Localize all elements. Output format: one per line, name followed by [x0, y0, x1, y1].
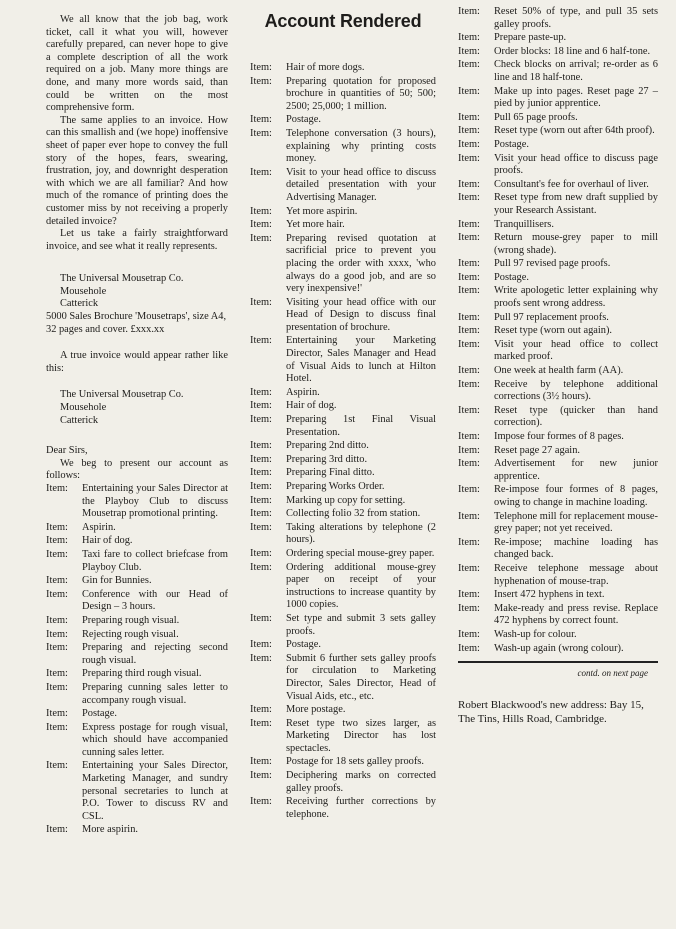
item-text: Re-impose; machine loading has changed back.: [494, 536, 658, 561]
item-label: Item:: [46, 681, 68, 693]
invoice-item: [250, 756, 436, 769]
item-label: Item:: [458, 602, 480, 614]
item-text: Pull 97 replacement proofs.: [494, 311, 609, 323]
invoice-item: [250, 613, 436, 638]
invoice-item: [250, 167, 436, 205]
article-title: Account Rendered: [264, 11, 422, 31]
item-label: Item:: [46, 575, 68, 587]
item-label: Item:: [458, 628, 480, 640]
item-label: Item:: [458, 125, 480, 137]
item-text: Postage.: [82, 708, 117, 720]
invoice-item: [458, 59, 658, 84]
invoice-block: [46, 273, 228, 336]
item-label: Item:: [458, 192, 480, 204]
item-list-right: [458, 6, 658, 655]
item-label: Item:: [458, 218, 480, 230]
invoice-item: [250, 718, 436, 756]
column-right: [458, 6, 658, 726]
item-label: Item:: [250, 453, 272, 465]
invoice-item: [458, 511, 658, 536]
item-label: Item:: [458, 232, 480, 244]
item-label: Item:: [250, 494, 272, 506]
item-label: Item:: [46, 708, 68, 720]
item-text: Visiting your head office with our Head of Design to discuss final presentation of brochure.: [286, 296, 436, 333]
item-label: Item:: [46, 628, 68, 640]
invoice-item: [250, 233, 436, 296]
item-label: Item:: [458, 32, 480, 44]
item-label: Item:: [458, 562, 480, 574]
item-label: Item:: [458, 6, 480, 17]
item-text: Collecting folio 32 from station.: [286, 508, 421, 520]
item-label: Item:: [250, 400, 272, 412]
item-label: Item:: [250, 547, 272, 559]
invoice-item: [250, 481, 436, 494]
item-text: Preparing revised quotation at sacrificial price to prevent you placing the order with xxxx, 'who always do a good job, and are so very inexpensive!': [286, 232, 436, 295]
invoice-item: [458, 603, 658, 628]
true-invoice-intro: A true invoice would appear rather like this:: [46, 350, 228, 374]
invoice-item: [458, 643, 658, 656]
item-text: Rejecting rough visual.: [82, 628, 179, 640]
item-text: Set type and submit 3 sets galley proofs.: [286, 612, 436, 637]
item-label: Item:: [250, 205, 272, 217]
address-block: [60, 389, 228, 427]
item-text: One week at health farm (AA).: [494, 365, 624, 377]
item-label: Item:: [458, 642, 480, 654]
item-text: Deciphering marks on corrected galley proofs.: [286, 770, 436, 794]
item-text: Telephone mill for replacement mouse-grey paper; not yet received.: [494, 510, 658, 535]
item-text: Ordering additional mouse-grey paper on receipt of your instructions to increase quantity by 1000 copies.: [286, 561, 436, 611]
address-line: The Universal Mousetrap Co.: [60, 389, 184, 401]
invoice-line: 5000 Sales Brochure 'Mousetraps', size A4, 32 pages and cover. £xxx.xx: [46, 311, 227, 335]
invoice-item: [458, 272, 658, 285]
item-text: Wash-up for colour.: [494, 628, 577, 640]
invoice-line: Catterick: [60, 298, 99, 310]
invoice-item: [46, 629, 228, 642]
item-text: Preparing cunning sales letter to accompany rough visual.: [82, 681, 228, 706]
item-label: Item:: [250, 796, 272, 808]
item-label: Item:: [250, 127, 272, 139]
item-label: Item:: [250, 561, 272, 573]
item-label: Item:: [250, 612, 272, 624]
item-text: Preparing 3rd ditto.: [286, 453, 368, 465]
item-text: Order blocks: 18 line and 6 half-tone.: [494, 45, 651, 57]
item-text: Entertaining your Marketing Director, Sales Manager and Head of Visual Aids to lunch at Hilton Hotel.: [286, 335, 436, 385]
item-label: Item:: [250, 770, 272, 782]
item-text: Reset type (worn out again).: [494, 325, 613, 337]
item-text: Express postage for rough visual, which should have accompanied cunning sales letter.: [82, 721, 228, 758]
item-label: Item:: [250, 467, 272, 479]
item-label: Item:: [458, 510, 480, 522]
item-text: Postage.: [286, 639, 321, 651]
column-middle: [250, 0, 436, 822]
footer-note: Robert Blackwood's new address: Bay 15, The Tins, Hills Road, Cambridge.: [458, 698, 644, 725]
invoice-item: [458, 258, 658, 271]
address-line: Catterick: [60, 414, 99, 426]
item-text: Hair of more dogs.: [286, 62, 365, 73]
item-text: Return mouse-grey paper to mill (wrong shade).: [494, 232, 658, 256]
item-label: Item:: [458, 59, 480, 71]
item-text: Consultant's fee for overhaul of liver.: [494, 178, 649, 190]
item-text: Visit your head office to discuss page proofs.: [494, 152, 658, 177]
invoice-item: [46, 483, 228, 521]
item-label: Item:: [250, 414, 272, 426]
invoice-item: [458, 484, 658, 509]
item-text: Submit 6 further sets galley proofs for circulation to Marketing Director, Sales Director, Head of Visual Aids, etc., etc.: [286, 652, 436, 702]
invoice-item: [46, 642, 228, 667]
invoice-item: [458, 112, 658, 125]
item-text: Conference with our Head of Design – 3 hours.: [82, 588, 228, 613]
item-text: Yet more aspirin.: [286, 205, 358, 217]
item-text: Postage.: [494, 138, 529, 150]
item-text: Taking alterations by telephone (2 hours).: [286, 521, 436, 546]
item-label: Item:: [46, 535, 68, 547]
item-label: Item:: [458, 444, 480, 456]
item-text: Reset type from new draft supplied by your Research Assistant.: [494, 192, 658, 216]
invoice-item: [250, 219, 436, 232]
item-label: Item:: [46, 824, 68, 836]
item-label: Item:: [250, 386, 272, 398]
item-label: Item:: [250, 114, 272, 126]
invoice-item: [250, 562, 436, 612]
divider-rule: [458, 661, 658, 663]
invoice-item: [458, 629, 658, 642]
invoice-item: [250, 440, 436, 453]
item-text: Pull 97 revised page proofs.: [494, 258, 611, 270]
item-label: Item:: [46, 548, 68, 560]
invoice-item: [250, 414, 436, 439]
item-text: Visit your head office to collect marked proof.: [494, 338, 658, 363]
invoice-item: [458, 589, 658, 602]
item-label: Item:: [46, 588, 68, 600]
invoice-item: [250, 495, 436, 508]
invoice-item: [458, 6, 658, 31]
item-label: Item:: [458, 258, 480, 270]
invoice-item: [458, 563, 658, 588]
item-text: Entertaining your Sales Director, Marketing Manager, and sundry personal secretaries to lunch at P.O. Tower to discuss RV and CSL.: [82, 760, 228, 822]
invoice-item: [250, 770, 436, 795]
item-text: Taxi fare to collect briefcase from Playboy Club.: [82, 548, 228, 573]
item-label: Item:: [46, 521, 68, 533]
item-label: Item:: [250, 639, 272, 651]
item-label: Item:: [458, 271, 480, 283]
item-text: Reset type (quicker than hand correction).: [494, 404, 658, 429]
item-label: Item:: [458, 458, 480, 470]
invoice-item: [46, 668, 228, 681]
item-text: Postage.: [286, 114, 321, 126]
invoice-item: [250, 114, 436, 127]
item-text: Receiving further corrections by telephone.: [286, 796, 436, 820]
invoice-item: [458, 232, 658, 257]
continued-note: contd. on next page: [577, 668, 648, 679]
item-text: Check blocks on arrival; re-order as 6 line and 18 half-tone.: [494, 59, 658, 83]
item-label: Item:: [458, 365, 480, 377]
invoice-item: [46, 760, 228, 823]
invoice-item: [250, 704, 436, 717]
item-label: Item:: [250, 232, 272, 244]
item-text: Postage.: [494, 271, 529, 283]
invoice-item: [46, 708, 228, 721]
invoice-item: [250, 62, 436, 75]
item-text: Reset 50% of type, and pull 35 sets galley proofs.: [494, 6, 658, 30]
item-label: Item:: [458, 404, 480, 416]
invoice-item: [250, 653, 436, 703]
invoice-item: [250, 128, 436, 166]
item-text: Gin for Bunnies.: [82, 575, 152, 587]
item-text: Reset page 27 again.: [494, 444, 580, 456]
item-label: Item:: [250, 481, 272, 492]
invoice-item: [46, 522, 228, 535]
invoice-item: [250, 76, 436, 114]
intro-paragraph-2: The same applies to an invoice. How can this smallish and (we hope) inoffensive sheet of paper ever hope to convey the full story of the hopes, fears, swearing, frustration, joy, and downright desperation with which we are all familiar? And how much of the romance of printing does the customer miss by not receiving a properly detailed invoice?: [46, 114, 228, 227]
item-text: Preparing 2nd ditto.: [286, 440, 369, 452]
item-label: Item:: [250, 521, 272, 533]
item-label: Item:: [250, 652, 272, 664]
item-label: Item:: [458, 378, 480, 390]
invoice-item: [250, 297, 436, 335]
item-label: Item:: [458, 589, 480, 601]
invoice-item: [458, 153, 658, 178]
item-label: Item:: [458, 85, 480, 97]
invoice-item: [458, 32, 658, 45]
invoice-item: [250, 522, 436, 547]
invoice-item: [250, 548, 436, 561]
item-text: Reset type (worn out after 64th proof).: [494, 125, 655, 137]
item-label: Item:: [46, 642, 68, 654]
item-text: Visit to your head office to discuss detailed presentation with your Advertising Manager.: [286, 166, 436, 203]
invoice-item: [458, 86, 658, 111]
item-text: Preparing Final ditto.: [286, 467, 375, 479]
invoice-item: [250, 454, 436, 467]
item-text: Write apologetic letter explaining why proofs sent wrong address.: [494, 285, 658, 310]
item-label: Item:: [250, 508, 272, 520]
item-text: Preparing Works Order.: [286, 481, 385, 492]
item-text: Aspirin.: [82, 521, 116, 533]
invoice-item: [458, 139, 658, 152]
item-label: Item:: [250, 296, 272, 308]
invoice-item: [458, 219, 658, 232]
invoice-item: [458, 325, 658, 338]
intro-paragraph-1: We all know that the job bag, work ticket, call it what you will, however carefully prepared, can never hope to give a complete description of all the work required on a job. Many more things are done, and many more words said, than could be written on the most comprehensive form.: [46, 14, 228, 114]
invoice-item: [46, 549, 228, 574]
item-text: Hair of dog.: [82, 535, 133, 547]
invoice-item: [250, 206, 436, 219]
invoice-line: The Universal Mousetrap Co.: [60, 273, 184, 285]
item-text: Make up into pages. Reset page 27 – pied by junior apprentice.: [494, 85, 658, 110]
invoice-item: [250, 467, 436, 480]
item-text: Make-ready and press revise. Replace 472 hyphens by correct fount.: [494, 602, 658, 627]
item-label: Item:: [250, 75, 272, 87]
item-text: Tranquillisers.: [494, 218, 554, 230]
item-text: Advertisement for new junior apprentice.: [494, 458, 658, 482]
item-label: Item:: [46, 614, 68, 626]
item-label: Item:: [458, 536, 480, 548]
item-label: Item:: [458, 178, 480, 190]
invoice-item: [458, 431, 658, 444]
item-label: Item:: [458, 45, 480, 57]
item-text: Re-impose four formes of 8 pages, owing to change in machine loading.: [494, 484, 658, 508]
item-label: Item:: [250, 440, 272, 452]
item-text: Telephone conversation (3 hours), explaining why printing costs money.: [286, 127, 436, 165]
invoice-item: [250, 639, 436, 652]
invoice-item: [458, 312, 658, 325]
item-text: Marking up copy for setting.: [286, 494, 406, 506]
item-label: Item:: [458, 138, 480, 150]
item-text: More aspirin.: [82, 824, 138, 836]
item-list-left: [46, 483, 228, 837]
item-text: Preparing quotation for proposed brochure in quantities of 50; 500; 2500; 25,000; 1 million.: [286, 75, 436, 112]
invoice-item: [250, 400, 436, 413]
item-label: Item:: [250, 717, 272, 729]
item-label: Item:: [46, 483, 68, 494]
invoice-item: [458, 445, 658, 458]
invoice-item: [458, 125, 658, 138]
invoice-item: [46, 589, 228, 614]
item-label: Item:: [458, 285, 480, 297]
invoice-item: [46, 682, 228, 707]
item-label: Item:: [250, 335, 272, 347]
item-text: Yet more hair.: [286, 219, 345, 231]
item-text: Wash-up again (wrong colour).: [494, 642, 624, 654]
invoice-item: [46, 722, 228, 760]
item-label: Item:: [458, 311, 480, 323]
invoice-item: [250, 335, 436, 385]
item-list-middle: [250, 62, 436, 821]
item-label: Item:: [458, 431, 480, 442]
invoice-item: [46, 535, 228, 548]
item-label: Item:: [458, 111, 480, 123]
item-label: Item:: [250, 756, 272, 768]
item-text: Receive by telephone additional corrections (3½ hours).: [494, 378, 658, 403]
item-label: Item:: [250, 704, 272, 716]
item-label: Item:: [250, 219, 272, 231]
item-text: Preparing 1st Final Visual Presentation.: [286, 414, 436, 438]
invoice-item: [458, 46, 658, 59]
invoice-item: [458, 537, 658, 562]
invoice-item: [46, 575, 228, 588]
invoice-item: [458, 458, 658, 483]
item-text: Receive telephone message about hyphenation of mouse-trap.: [494, 562, 658, 587]
item-text: Prepare paste-up.: [494, 32, 567, 44]
item-text: Entertaining your Sales Director at the Playboy Club to discuss Mousetrap promotional printing.: [82, 483, 228, 520]
item-text: Impose four formes of 8 pages.: [494, 431, 624, 442]
invoice-item: [458, 179, 658, 192]
item-text: Pull 65 page proofs.: [494, 111, 578, 123]
item-label: Item:: [458, 325, 480, 337]
invoice-item: [458, 405, 658, 430]
invoice-item: [46, 824, 228, 837]
invoice-item: [458, 285, 658, 310]
item-text: More postage.: [286, 704, 346, 716]
item-label: Item:: [458, 484, 480, 496]
item-label: Item:: [46, 760, 68, 772]
item-text: Postage for 18 sets galley proofs.: [286, 756, 424, 768]
address-line: Mousehole: [60, 402, 107, 414]
invoice-item: [46, 615, 228, 628]
salutation: Dear Sirs,: [46, 445, 88, 457]
item-text: Aspirin.: [286, 386, 320, 398]
item-label: Item:: [46, 721, 68, 733]
item-text: Insert 472 hyphens in text.: [494, 589, 605, 601]
item-text: Ordering special mouse-grey paper.: [286, 547, 435, 559]
intro-paragraph-3: Let us take a fairly straightforward invoice, and see what it really represents.: [46, 228, 228, 252]
opening-line: We beg to present our account as follows:: [46, 457, 228, 482]
invoice-item: [458, 339, 658, 364]
invoice-item: [250, 508, 436, 521]
item-text: Reset type two sizes larger, as Marketing Director has lost spectacles.: [286, 717, 436, 754]
invoice-item: [458, 192, 658, 217]
invoice-item: [250, 796, 436, 821]
item-label: Item:: [458, 338, 480, 350]
item-text: Preparing rough visual.: [82, 614, 180, 626]
item-text: Preparing third rough visual.: [82, 668, 202, 680]
item-text: Preparing and rejecting second rough visual.: [82, 642, 228, 666]
invoice-item: [250, 387, 436, 400]
item-text: Hair of dog.: [286, 400, 337, 412]
item-label: Item:: [458, 152, 480, 164]
column-left: [46, 14, 228, 838]
invoice-line: Mousehole: [60, 285, 107, 297]
item-label: Item:: [46, 668, 68, 680]
invoice-item: [458, 365, 658, 378]
item-label: Item:: [250, 62, 272, 73]
invoice-item: [458, 379, 658, 404]
item-label: Item:: [250, 166, 272, 178]
